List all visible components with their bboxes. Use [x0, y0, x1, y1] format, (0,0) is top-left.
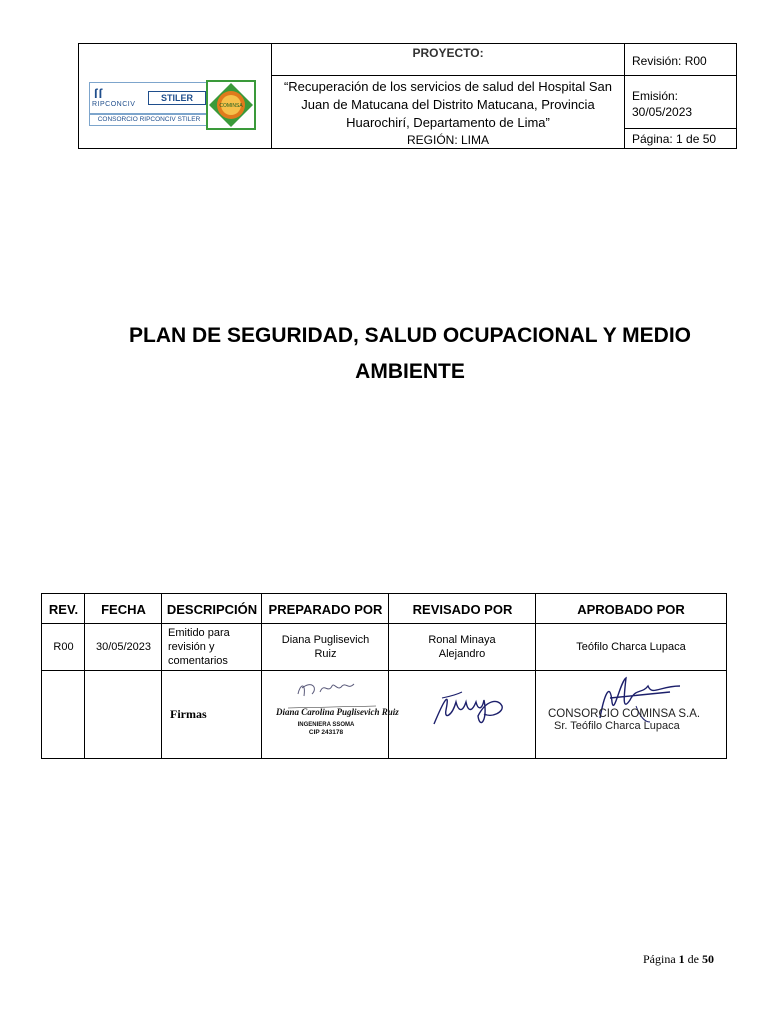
row-description: Emitido para revisión y comentarios	[168, 627, 230, 667]
ripconciv-wordmark: RIPCONCIV	[92, 101, 136, 108]
document-meta	[625, 44, 736, 148]
cominsa-logo-text: COMINSA	[219, 103, 243, 109]
row-prepared-by: Diana Puglisevich Ruiz	[281, 634, 370, 660]
document-title-line-1: PLAN DE SEGURIDAD, SALUD OCUPACIONAL Y MEDIO	[129, 324, 691, 347]
page-footer	[643, 952, 714, 967]
approved-by-signature	[540, 672, 726, 756]
stamp-company: CONSORCIO COMINSA S.A.	[548, 708, 701, 720]
stiler-logo: STILER	[148, 91, 206, 105]
page-indicator: Página: 1 de 50	[632, 132, 717, 146]
emission-date: 30/05/2023	[632, 105, 693, 119]
reviewed-by-signature	[422, 680, 512, 738]
header-logos-cell	[79, 44, 272, 148]
revision-table	[41, 593, 727, 759]
project-region: REGIÓN: LIMA	[406, 133, 489, 147]
prepared-by-signature	[268, 674, 399, 756]
project-cell	[272, 44, 625, 148]
header-rev: REV.	[48, 601, 79, 617]
stamp-person: Sr. Teófilo Charca Lupaca	[554, 720, 680, 732]
header-revisado-por: REVISADO POR	[412, 601, 513, 617]
footer-prefix: Página	[643, 952, 679, 966]
header-fecha: FECHA	[101, 601, 146, 617]
footer-total-pages: 50	[702, 952, 714, 966]
consorcio-label: CONSORCIO RIPCONCIV STILER	[89, 114, 209, 126]
project-title: “Recuperación de los servicios de salud del Hospital San Juan de Matucana del Distrito Matucana, Provincia Huarochirí, Departamento de Lima”	[283, 79, 613, 130]
row-approved-by: Teófilo Charca Lupaca	[576, 641, 686, 653]
header-preparado-por: PREPARADO POR	[268, 601, 383, 617]
header-aprobado-por: APROBADO POR	[577, 601, 685, 617]
document-title-line-2: AMBIENTE	[355, 360, 465, 383]
row-reviewed-by: Ronal Minaya Alejandro	[428, 634, 496, 660]
footer-middle: de	[684, 952, 702, 966]
ripconciv-stiler-logo	[89, 82, 209, 126]
stamp-profession: INGENIERA SSOMA	[297, 722, 355, 728]
header-descripcion: DESCRIPCIÓN	[166, 601, 258, 617]
cominsa-logo	[206, 80, 256, 130]
row-rev: R00	[53, 641, 74, 653]
emission-cell	[625, 76, 736, 129]
stamp-cip: CIP 243178	[308, 729, 344, 736]
project-label: PROYECTO:	[272, 44, 624, 76]
row-divider	[42, 670, 726, 671]
document-title	[80, 318, 740, 390]
row-date: 30/05/2023	[95, 641, 152, 653]
revision-code: Revisión: R00	[625, 44, 736, 76]
signatures-label: Firmas	[170, 707, 207, 721]
document-header	[78, 43, 737, 149]
stamp-name: Diana Carolina Puglisevich Ruiz	[276, 707, 399, 717]
ripconciv-mark: ſſ	[94, 86, 104, 101]
footer-current-page: 1	[678, 952, 685, 966]
emission-label: Emisión:	[632, 89, 679, 103]
ripconciv-logo-box	[89, 82, 209, 114]
